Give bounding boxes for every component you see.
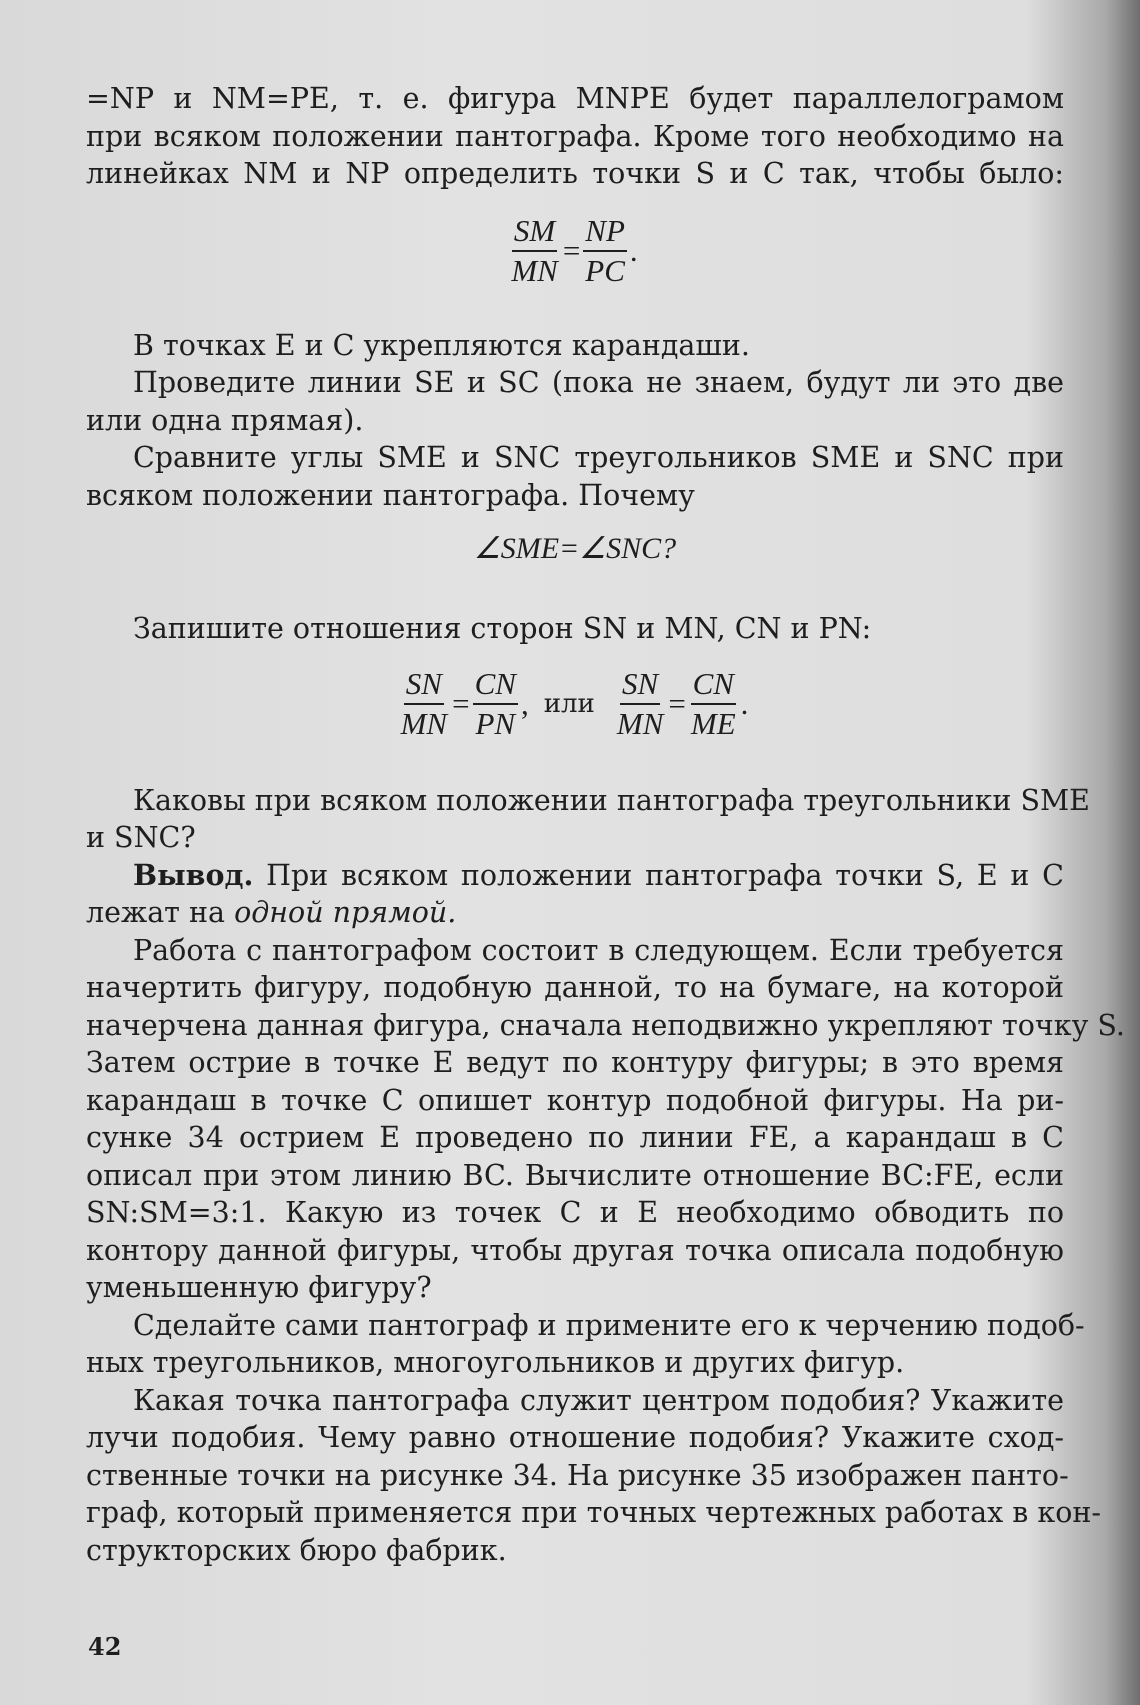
text-line: ных треугольников, многоугольников и других фигур.: [86, 1346, 905, 1379]
text-line: описал при этом линию BC. Вычислите отношение BC:FE, если: [86, 1158, 1064, 1192]
fraction: $\frac{SN}{MN}$: [400, 665, 448, 741]
text-line: В точках E и C укрепляются карандаши.: [133, 328, 750, 362]
text-line: ственные точки на рисунке 34. На рисунке 35 изображен панто-: [86, 1458, 1069, 1492]
text-line: Какая точка пантографа служит центром подобия? Укажите: [133, 1383, 1064, 1417]
text-line: линейках NM и NP определить точки S и C так, чтобы было:: [86, 157, 1064, 190]
formula-ratio-sm-mn: $\frac{SM}{MN}$ = $\frac{NP}{PC}$ .: [511, 212, 638, 288]
text-line: SN:SM=3:1. Какую из точек C и E необходимо обводить по: [86, 1196, 1064, 1229]
formula-side-ratios: $\frac{SN}{MN}$ = $\frac{CN}{PN}$ , или $\frac{SN}{MN}$ = $\frac{CN}{ME}$ .: [400, 665, 749, 741]
text-line: Работа с пантографом состоит в следующем. Если требуется: [133, 933, 1064, 967]
formula-angles: ∠SME=∠SNC?: [473, 531, 677, 565]
conclusion-label: Вывод.: [133, 857, 254, 892]
text-line: всяком положении пантографа. Почему: [86, 478, 695, 512]
fraction: $\frac{SN}{MN}$: [616, 665, 664, 741]
text-line: начерчена данная фигура, сначала неподвижно укрепляют точку S.: [86, 1008, 1125, 1042]
text-line: сунке 34 острием E проведено по линии FE, а карандаш в C: [86, 1121, 1064, 1154]
text-line: или одна прямая).: [86, 403, 364, 437]
text-line: граф, который применяется при точных чертежных работах в кон-: [86, 1496, 1101, 1529]
fraction: $\frac{CN}{PN}$: [474, 665, 516, 741]
text-line: лучи подобия. Чему равно отношение подобия? Укажите сход-: [86, 1421, 1064, 1454]
text-line: Сделайте сами пантограф и примените его к черчению подоб-: [133, 1308, 1085, 1342]
text-line: =NP и NM=PE, т. е. фигура MNPE будет параллелограмом: [86, 82, 1064, 115]
fraction: $\frac{CN}{ME}$: [690, 665, 736, 741]
conclusion-line: лежат на одной прямой.: [86, 896, 457, 929]
conclusion-line: Вывод. При всяком положении пантографа точки S, E и C: [133, 857, 1064, 892]
text-line: Затем острие в точке E ведут по контуру фигуры; в это время: [86, 1046, 1064, 1079]
text-line: при всяком положении пантографа. Кроме того необходимо на: [86, 119, 1064, 153]
page-number: 42: [88, 1632, 122, 1661]
text-line: начертить фигуру, подобную данной, то на бумаге, на которой: [86, 971, 1064, 1004]
fraction: $\frac{NP}{PC}$: [585, 212, 625, 288]
text-line: Сравните углы SME и SNC треугольников SME и SNC при: [133, 441, 1064, 474]
text-line: карандаш в точке C опишет контур подобной фигуры. На ри-: [86, 1083, 1064, 1117]
text-line: Проведите линии SE и SC (пока не знаем, будут ли это две: [133, 366, 1064, 399]
text-line: структорских бюро фабрик.: [86, 1533, 507, 1567]
text-line: контору данной фигуры, чтобы другая точка описала подобную: [86, 1233, 1064, 1267]
page-text: [86, 80, 1125, 1569]
text-line: Каковы при всяком положении пантографа треугольники SME: [133, 783, 1090, 817]
text-line: и SNC?: [86, 821, 196, 854]
text-line: Запишите отношения сторон SN и MN, CN и PN:: [133, 612, 872, 645]
text-line: уменьшенную фигуру?: [86, 1271, 432, 1304]
emphasis: одной прямой.: [234, 896, 457, 929]
fraction: $\frac{SM}{MN}$: [511, 212, 558, 288]
